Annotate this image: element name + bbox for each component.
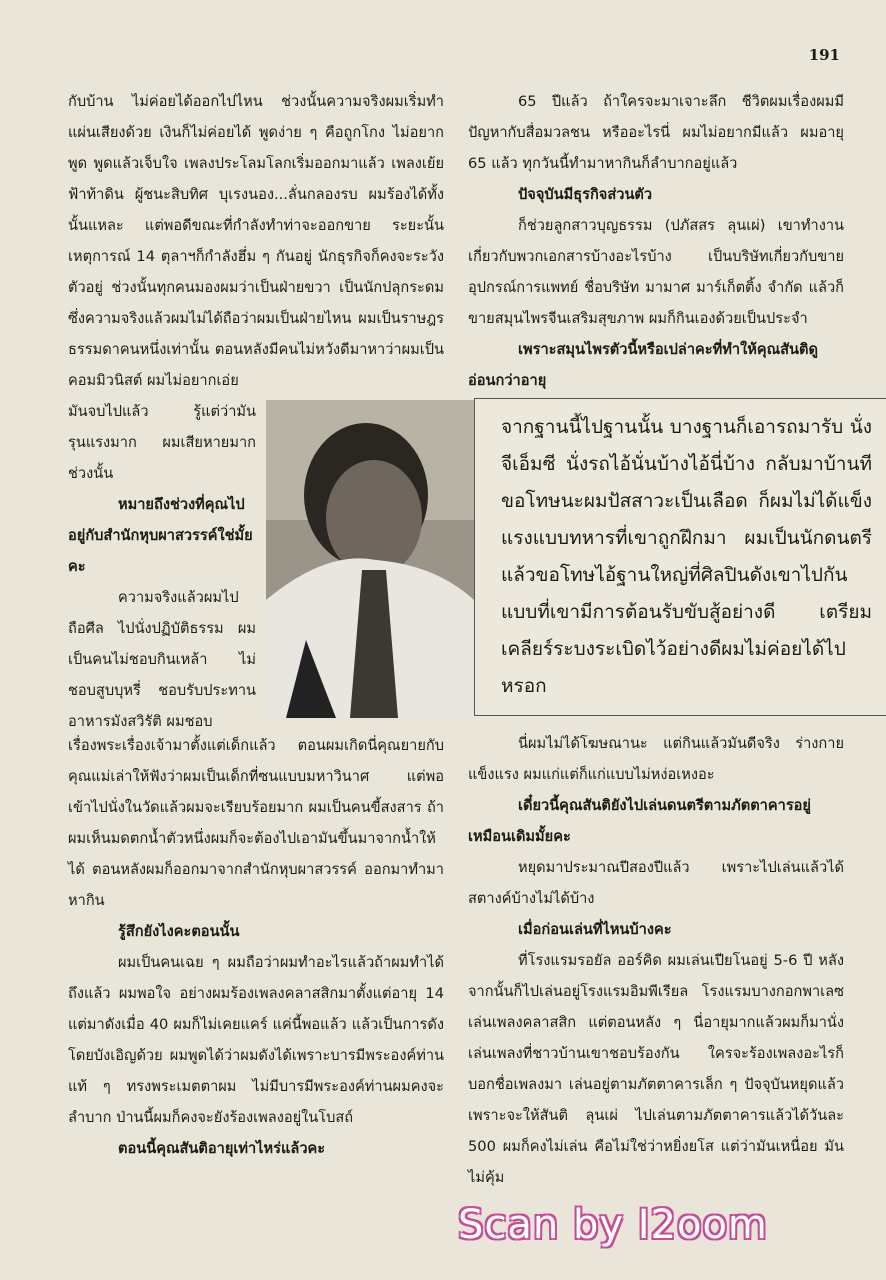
paragraph: ที่โรงแรมรอยัล ออร์คิด ผมเล่นเปียโนอยู่ 5-6 ปี หลังจากนั้นก็ไปเล่นอยู่โรงแรมอิมพีเรียล โรงแรมบางกอกพาเลซ เล่นเพลงคลาสสิก แต่ตอนหลัง ๆ นี่อายุมากแล้วผมก็มานั่งเล่นเพลงที่ชาวบ้านเขาชอบร้องกัน ใครจะร้องเพลงอะไรก็บอกชื่อเพลงมา เล่นอยู่ตามภัตตาคารเล็ก ๆ ปัจจุบันหยุดแล้วเพราะจะให้สันติ ลุนเผ่ ไปเล่นตามภัตตาคารแล้วได้วันละ 500 ผมก็คงไม่เล่น คือไม่ใช่ว่าหยิ่งยโส แต่ว่ามันเหนื่อย มันไม่คุ้ม bbox=[468, 952, 844, 1186]
left-column-narrow bbox=[68, 396, 256, 737]
page-number: 191 bbox=[808, 46, 840, 64]
portrait-photo bbox=[266, 400, 474, 718]
paragraph: ความจริงแล้วผมไปถือศีล ไปนั่งปฏิบัติธรรม ผมเป็นคนไม่ชอบกินเหล้า ไม่ชอบสูบบุหรี่ ชอบรับประทานอาหารมังสวิรัติ ผมชอบ bbox=[68, 589, 256, 730]
pull-quote-text: จากฐานนี้ไปฐานนั้น บางฐานก็เอารถมารับ นั่งจีเอ็มซี นั่งรถไอ้นั่นบ้างไอ้นี่บ้าง กลับมาบ้านทีขอโทษนะผมปัสสาวะเป็นเลือด ก็ผมไม่ได้แข็งแรงแบบทหารที่เขาถูกฝึกมา ผมเป็นนักดนตรี แล้วขอโทษไอ้ฐานใหญ่ที่ศิลปินดังเขาไปกัน แบบที่เขามีการต้อนรับขับสู้อย่างดี เตรียมเคลียร์ระบงระเบิดไว้อย่างดีผมไม่ค่อยได้ไปหรอก bbox=[501, 416, 872, 697]
pull-quote bbox=[474, 398, 886, 716]
interview-question: ปัจจุบันมีธุรกิจส่วนตัว bbox=[518, 186, 653, 203]
interview-question: เมื่อก่อนเล่นที่ไหนบ้างคะ bbox=[518, 921, 672, 938]
portrait-image bbox=[266, 400, 474, 718]
paragraph: มันจบไปแล้ว รู้แต่ว่ามันรุนแรงมาก ผมเสียหายมากช่วงนั้น bbox=[68, 403, 256, 482]
interview-question: เดี๋ยวนี้คุณสันติยังไปเล่นดนตรีตามภัตตาคารอยู่เหมือนเดิมมั้ยคะ bbox=[468, 797, 811, 845]
paragraph: นี่ผมไม่ได้โฆษณานะ แต่กินแล้วมันดีจริง ร่างกายแข็งแรง ผมแก่แต่ก็แก่แบบไม่หง่อเหงอะ bbox=[468, 735, 844, 783]
paragraph: ก็ช่วยลูกสาวบุญธรรม (ปภัสสร ลุนเผ่) เขาทำงานเกี่ยวกับพวกเอกสารบ้างอะไรบ้าง เป็นบริษัทเกี่ยวกับขายอุปกรณ์การแพทย์ ชื่อบริษัท มามาศ มาร์เก็ตติ้ง จำกัด แล้วก็ขายสมุนไพรจีนเสริมสุขภาพ ผมก็กินเองด้วยเป็นประจำ bbox=[468, 217, 844, 327]
paragraph: กับบ้าน ไม่ค่อยได้ออกไปไหน ช่วงนั้นความจริงผมเริ่มทำแผ่นเสียงด้วย เงินก็ไม่ค่อยได้ พูดง่าย ๆ คือถูกโกง ไม่อยากพูด พูดแล้วเจ็บใจ เพลงประโลมโลกเริ่มออกมาแล้ว เพลงเย้ยฟ้าท้าดิน ผู้ชนะสิบทิศ บุเรงนอง...ลั่นกลองรบ ผมร้องได้ทั้งนั้นแหละ แต่พอดีขณะที่กำลังทำท่าจะออกขาย ระยะนั้นเหตุการณ์ 14 ตุลาฯก็กำลังฮึ่ม ๆ กันอยู่ นักธุรกิจก็คงจะระวังตัวอยู่ ช่วงนั้นทุกคนมองผมว่าเป็นฝ่ายขวา เป็นนักปลุกระดม ซึ่งความจริงแล้วผมไม่ได้ถือว่าผมเป็นฝ่ายไหน ผมเป็นราษฎรธรรมดาคนหนึ่งเท่านั้น ตอนหลังมีคนไม่หวังดีมาหาว่าผมเป็นคอมมิวนิสต์ ผมไม่อยากเอ่ย bbox=[68, 93, 444, 389]
interview-question: เพราะสมุนไพรตัวนี้หรือเปล่าคะที่ทำให้คุณสันติดูอ่อนกว่าอายุ bbox=[468, 341, 818, 389]
left-column-top bbox=[68, 86, 444, 396]
right-column-top bbox=[468, 86, 844, 396]
scanner-watermark: Scan by I2oom bbox=[458, 1202, 768, 1248]
interview-question: รู้สึกยังไงคะตอนนั้น bbox=[118, 923, 240, 940]
paragraph: 65 ปีแล้ว ถ้าใครจะมาเจาะลึก ชีวิตผมเรื่องผมมีปัญหากับสื่อมวลชน หรืออะไรนี่ ผมไม่อยากมีแล้ว ผมอายุ 65 แล้ว ทุกวันนี้ทำมาหากินก็ลำบากอยู่แล้ว bbox=[468, 93, 844, 172]
paragraph: ผมเป็นคนเฉย ๆ ผมถือว่าผมทำอะไรแล้วถ้าผมทำได้ถึงแล้ว ผมพอใจ อย่างผมร้องเพลงคลาสสิกมาตั้งแต่อายุ 14 แต่มาดังเมื่อ 40 ผมก็ไม่เคยแคร์ แค่นี้พอแล้ว แล้วเป็นการดังโดยบังเอิญด้วย ผมพูดได้ว่าผมดังได้เพราะบารมีพระองค์ท่านแท้ ๆ ทรงพระเมตตาผม ไม่มีบารมีพระองค์ท่านผมคงจะลำบาก ป่านนี้ผมก็คงจะยังร้องเพลงอยู่ในโบสถ์ bbox=[68, 954, 444, 1126]
left-column-bottom bbox=[68, 730, 444, 1164]
interview-question: ตอนนี้คุณสันติอายุเท่าไหร่แล้วคะ bbox=[118, 1140, 326, 1157]
interview-question: หมายถึงช่วงที่คุณไปอยู่กับสำนักหุบผาสวรรค์ใช่มั้ยคะ bbox=[68, 496, 253, 575]
paragraph: เรื่องพระเรื่องเจ้ามาตั้งแต่เด็กแล้ว ตอนผมเกิดนี่คุณยายกับคุณแม่เล่าให้ฟังว่าผมเป็นเด็กที่ซนแบบมหาวินาศ แต่พอเข้าไปนั่งในวัดแล้วผมจะเรียบร้อยมาก ผมเป็นคนขี้สงสาร ถ้าผมเห็นมดตกน้ำตัวหนึ่งผมก็จะต้องไปเอามันขึ้นมาจากน้ำให้ได้ ตอนหลังผมก็ออกมาจากสำนักหุบผาสวรรค์ ออกมาทำมาหากิน bbox=[68, 737, 444, 909]
right-column-bottom bbox=[468, 728, 844, 1193]
paragraph: หยุดมาประมาณปีสองปีแล้ว เพราะไปเล่นแล้วได้สตางค์บ้างไม่ได้บ้าง bbox=[468, 859, 844, 907]
